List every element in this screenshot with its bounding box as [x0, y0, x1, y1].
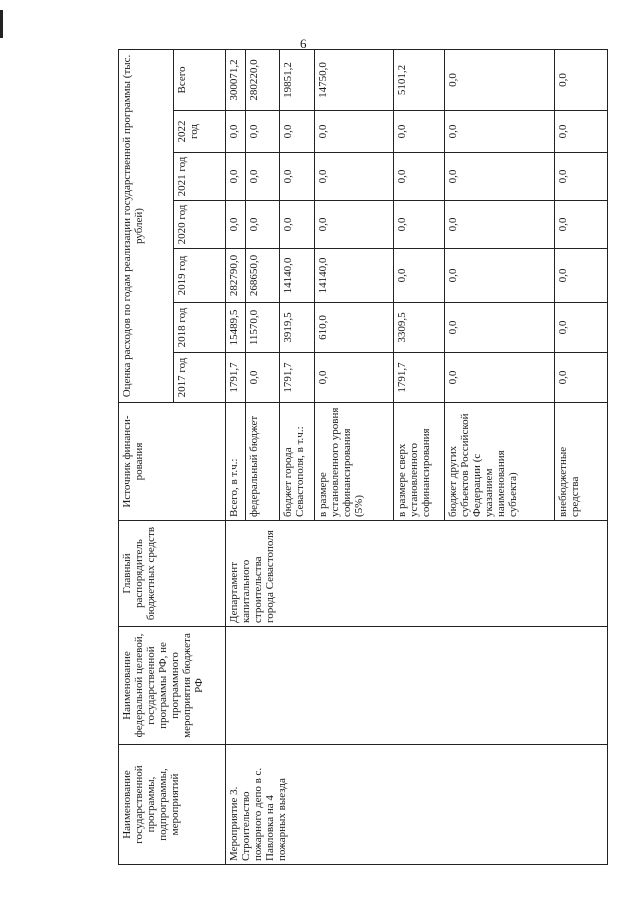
value-cell: 0,0	[444, 111, 555, 153]
table-row	[225, 50, 245, 865]
header-estimate: Оценка расходов по годам реализации государственной программы (тыс. рублей)	[119, 50, 174, 403]
source-cell: внебюджетные средства	[555, 403, 608, 521]
header-federal-program: Наименование федеральной целевой, государственной программы РФ, не программного мероприятия бюджета РФ	[119, 627, 226, 745]
header-year-2022: 2022 год	[174, 111, 226, 153]
federal-program-cell	[225, 627, 607, 745]
header-name: Наименование государственной программы, подпрограммы, мероприятий	[119, 745, 226, 865]
binding-mark	[0, 10, 3, 38]
page-number: 6	[300, 36, 307, 51]
value-cell: 0,0	[555, 353, 608, 403]
source-cell: Всего, в т.ч.:	[225, 403, 245, 521]
header-administrator: Главный распорядитель бюджетных средств	[119, 521, 226, 627]
value-cell: 282790,0	[225, 249, 245, 303]
value-cell: 0,0	[444, 201, 555, 249]
value-cell: 1791,7	[225, 353, 245, 403]
value-cell: 0,0	[279, 111, 314, 153]
value-cell: 0,0	[555, 303, 608, 353]
value-cell: 0,0	[225, 153, 245, 201]
header-row-1	[119, 50, 174, 865]
source-cell: в размере сверх установленного софинансирования	[394, 403, 444, 521]
value-cell: 0,0	[279, 201, 314, 249]
value-cell: 0,0	[555, 50, 608, 111]
value-cell: 0,0	[314, 353, 393, 403]
value-cell: 280220,0	[246, 50, 280, 111]
value-cell: 0,0	[314, 111, 393, 153]
value-cell: 3919,5	[279, 303, 314, 353]
value-cell: 0,0	[246, 153, 280, 201]
value-cell: 0,0	[444, 153, 555, 201]
value-cell: 5101,2	[394, 50, 444, 111]
value-cell: 11570,0	[246, 303, 280, 353]
source-cell: в размере установленного уровня софинансирования (5%)	[314, 403, 393, 521]
header-year-2020: 2020 год	[174, 201, 226, 249]
header-year-2017: 2017 год	[174, 353, 226, 403]
value-cell: 0,0	[314, 153, 393, 201]
value-cell: 0,0	[444, 353, 555, 403]
value-cell: 0,0	[555, 201, 608, 249]
value-cell: 0,0	[555, 111, 608, 153]
rotated-table-wrapper	[118, 50, 608, 865]
value-cell: 14140,0	[314, 249, 393, 303]
header-year-2019: 2019 год	[174, 249, 226, 303]
value-cell: 0,0	[444, 303, 555, 353]
event-administrator: Департамент капитального строительства города Севастополя	[225, 521, 607, 627]
value-cell: 14750,0	[314, 50, 393, 111]
value-cell: 0,0	[394, 153, 444, 201]
header-source: Источник финанси-рования	[119, 403, 226, 521]
value-cell: 0,0	[225, 111, 245, 153]
budget-table	[118, 49, 608, 865]
value-cell: 0,0	[444, 249, 555, 303]
source-cell: федеральный бюджет	[246, 403, 280, 521]
value-cell: 19851,2	[279, 50, 314, 111]
value-cell: 0,0	[246, 201, 280, 249]
value-cell: 0,0	[555, 249, 608, 303]
value-cell: 0,0	[246, 353, 280, 403]
value-cell: 1791,7	[394, 353, 444, 403]
value-cell: 0,0	[394, 111, 444, 153]
value-cell: 610,0	[314, 303, 393, 353]
value-cell: 0,0	[314, 201, 393, 249]
source-cell: бюджет города Севастополя, в т.ч.:	[279, 403, 314, 521]
value-cell: 14140,0	[279, 249, 314, 303]
value-cell: 0,0	[394, 249, 444, 303]
value-cell: 0,0	[279, 153, 314, 201]
value-cell: 3309,5	[394, 303, 444, 353]
header-total: Всего	[174, 50, 226, 111]
value-cell: 0,0	[246, 111, 280, 153]
value-cell: 0,0	[225, 201, 245, 249]
value-cell: 15489,5	[225, 303, 245, 353]
header-year-2018: 2018 год	[174, 303, 226, 353]
header-year-2021: 2021 год	[174, 153, 226, 201]
event-title: Мероприятие 3. Строительство пожарного депо в с. Павловка на 4 пожарных выезда	[225, 745, 607, 865]
value-cell: 1791,7	[279, 353, 314, 403]
value-cell: 268650,0	[246, 249, 280, 303]
source-cell: бюджет других субъектов Российской Федерации (с указанием наименования субъекта)	[444, 403, 555, 521]
value-cell: 0,0	[555, 153, 608, 201]
value-cell: 300071,2	[225, 50, 245, 111]
value-cell: 0,0	[444, 50, 555, 111]
value-cell: 0,0	[394, 201, 444, 249]
